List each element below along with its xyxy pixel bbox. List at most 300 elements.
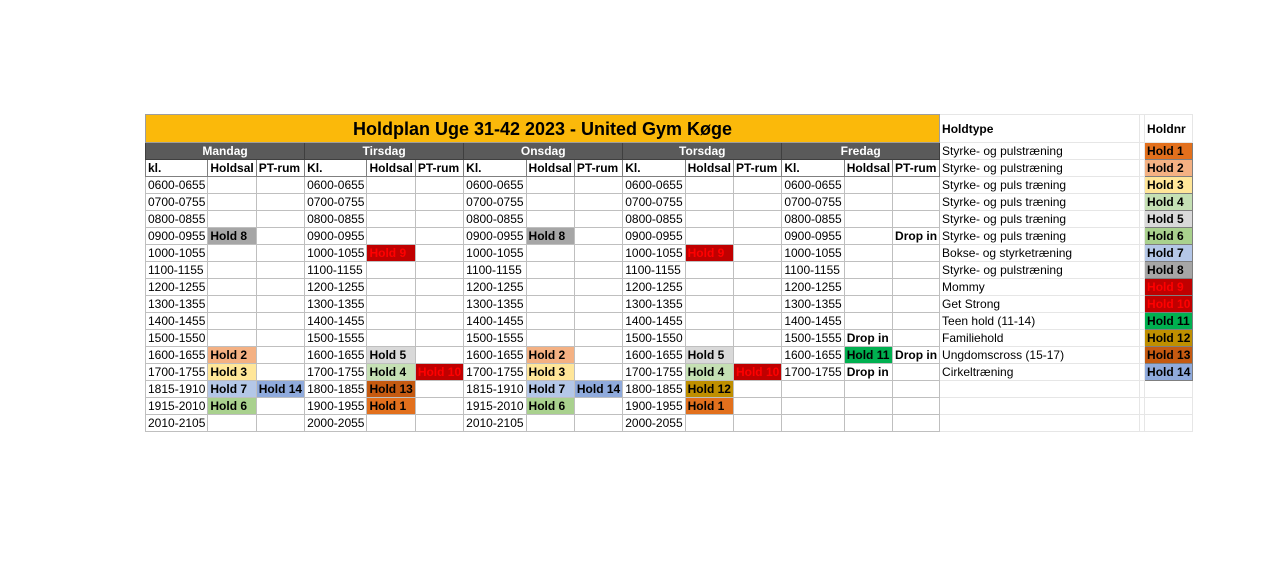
- ptrum-slot: [415, 211, 463, 228]
- ptrum-slot: [733, 245, 781, 262]
- ptrum-slot: [256, 296, 304, 313]
- holdsal-slot: [685, 330, 733, 347]
- time-slot: 1400-1455: [623, 313, 685, 330]
- ptrum-slot: [415, 262, 463, 279]
- time-slot: 1100-1155: [146, 262, 208, 279]
- time-slot: 1000-1055: [146, 245, 208, 262]
- time-slot: 1700-1755: [623, 364, 685, 381]
- holdsal-slot: Drop in: [844, 330, 892, 347]
- legend-type: Styrke- og pulstræning: [940, 143, 1140, 160]
- ptrum-slot: [256, 364, 304, 381]
- holdsal-slot: [685, 279, 733, 296]
- time-slot: 1400-1455: [782, 313, 844, 330]
- ptrum-slot: [256, 347, 304, 364]
- time-slot: [782, 415, 844, 432]
- ptrum-slot: [733, 279, 781, 296]
- time-slot: 0600-0655: [623, 177, 685, 194]
- legend-nr-header: Holdnr: [1145, 115, 1193, 143]
- legend-hold-badge: Hold 1: [1145, 143, 1193, 160]
- ptrum-slot: [733, 347, 781, 364]
- schedule-row: [146, 245, 1193, 262]
- legend-hold-badge: Hold 12: [1145, 330, 1193, 347]
- time-slot: 1500-1555: [782, 330, 844, 347]
- ptrum-slot: [574, 262, 622, 279]
- ptrum-slot: [893, 194, 940, 211]
- time-slot: 0700-0755: [305, 194, 367, 211]
- holdsal-slot: [844, 228, 892, 245]
- legend-hold-badge: Hold 6: [1145, 228, 1193, 245]
- time-slot: 1200-1255: [623, 279, 685, 296]
- ptrum-slot: [574, 415, 622, 432]
- holdsal-slot: [367, 211, 415, 228]
- time-slot: 0900-0955: [464, 228, 526, 245]
- time-slot: 0800-0855: [305, 211, 367, 228]
- ptrum-slot: [893, 177, 940, 194]
- time-slot: 0900-0955: [782, 228, 844, 245]
- ptrum-slot: [733, 262, 781, 279]
- time-slot: 1300-1355: [782, 296, 844, 313]
- ptrum-slot: [574, 177, 622, 194]
- time-slot: 1300-1355: [305, 296, 367, 313]
- holdsal-slot: [844, 245, 892, 262]
- holdsal-slot: Hold 8: [526, 228, 574, 245]
- day-header-row: [146, 143, 1193, 160]
- holdsal-slot: [685, 296, 733, 313]
- ptrum-slot: [574, 330, 622, 347]
- ptrum-slot: [256, 228, 304, 245]
- legend-hold-badge: Hold 14: [1145, 364, 1193, 381]
- holdsal-slot: [526, 296, 574, 313]
- schedule-row: [146, 347, 1193, 364]
- holdsal-slot: [844, 279, 892, 296]
- holdsal-slot: Hold 8: [208, 228, 256, 245]
- day-header-onsdag: Onsdag: [464, 143, 623, 160]
- holdsal-slot: Hold 12: [685, 381, 733, 398]
- holdsal-col-header: Holdsal: [685, 160, 733, 177]
- ptrum-slot: [574, 296, 622, 313]
- ptrum-slot: [893, 330, 940, 347]
- ptrum-slot: [893, 279, 940, 296]
- holdsal-slot: [367, 279, 415, 296]
- legend-empty: [1145, 415, 1193, 432]
- ptrum-slot: Hold 10: [415, 364, 463, 381]
- ptrum-slot: [415, 279, 463, 296]
- ptrum-slot: Drop in: [893, 347, 940, 364]
- ptrum-slot: [415, 228, 463, 245]
- ptrum-slot: Drop in: [893, 228, 940, 245]
- time-slot: 0600-0655: [464, 177, 526, 194]
- holdsal-slot: Hold 6: [208, 398, 256, 415]
- legend-hold-badge: Hold 2: [1145, 160, 1193, 177]
- column-header-row: [146, 160, 1193, 177]
- time-slot: 0900-0955: [305, 228, 367, 245]
- holdsal-slot: Hold 3: [208, 364, 256, 381]
- ptrum-slot: [415, 296, 463, 313]
- ptrum-slot: [574, 211, 622, 228]
- holdsal-slot: [208, 211, 256, 228]
- holdsal-slot: [844, 381, 892, 398]
- holdsal-slot: [526, 177, 574, 194]
- time-col-header: Kl.: [623, 160, 685, 177]
- holdsal-slot: [208, 313, 256, 330]
- time-slot: 0900-0955: [146, 228, 208, 245]
- legend-type: Styrke- og puls træning: [940, 228, 1140, 245]
- time-slot: 1900-1955: [623, 398, 685, 415]
- holdsal-slot: [685, 262, 733, 279]
- legend-type: Styrke- og puls træning: [940, 177, 1140, 194]
- time-slot: 1500-1550: [623, 330, 685, 347]
- ptrum-slot: [733, 381, 781, 398]
- ptrum-slot: [256, 194, 304, 211]
- legend-hold-badge: Hold 13: [1145, 347, 1193, 364]
- sheet-title: Holdplan Uge 31-42 2023 - United Gym Køge: [146, 115, 940, 143]
- legend-type: Mommy: [940, 279, 1140, 296]
- time-slot: 1200-1255: [464, 279, 526, 296]
- schedule-row: [146, 177, 1193, 194]
- legend-empty: [1145, 398, 1193, 415]
- schedule-row: [146, 194, 1193, 211]
- ptrum-slot: [256, 330, 304, 347]
- ptrum-slot: [893, 415, 940, 432]
- time-slot: 1200-1255: [782, 279, 844, 296]
- ptrum-col-header: PT-rum: [574, 160, 622, 177]
- legend-hold-badge: Hold 5: [1145, 211, 1193, 228]
- time-slot: 2010-2105: [464, 415, 526, 432]
- ptrum-slot: [733, 313, 781, 330]
- time-slot: 1915-2010: [146, 398, 208, 415]
- holdsal-col-header: Holdsal: [367, 160, 415, 177]
- schedule-row: [146, 330, 1193, 347]
- holdsal-slot: [208, 330, 256, 347]
- legend-type: Ungdomscross (15-17): [940, 347, 1140, 364]
- legend-type-header: Holdtype: [940, 115, 1140, 143]
- ptrum-slot: Hold 14: [256, 381, 304, 398]
- time-slot: 2000-2055: [305, 415, 367, 432]
- legend-hold-badge: Hold 8: [1145, 262, 1193, 279]
- time-slot: [782, 381, 844, 398]
- time-slot: 1815-1910: [464, 381, 526, 398]
- time-slot: 0600-0655: [305, 177, 367, 194]
- legend-hold-badge: [1145, 381, 1193, 398]
- time-slot: 1800-1855: [623, 381, 685, 398]
- holdsal-slot: Hold 4: [367, 364, 415, 381]
- holdsal-slot: [208, 262, 256, 279]
- time-slot: 1200-1255: [305, 279, 367, 296]
- time-slot: 1400-1455: [464, 313, 526, 330]
- time-col-header: Kl.: [464, 160, 526, 177]
- holdsal-slot: [526, 330, 574, 347]
- holdsal-slot: [844, 262, 892, 279]
- day-header-tirsdag: Tirsdag: [305, 143, 464, 160]
- time-slot: 1100-1155: [305, 262, 367, 279]
- schedule-row: [146, 415, 1193, 432]
- time-col-header: kl.: [146, 160, 208, 177]
- time-slot: 1000-1055: [464, 245, 526, 262]
- ptrum-slot: [893, 364, 940, 381]
- time-slot: 1300-1355: [464, 296, 526, 313]
- time-slot: 1300-1355: [146, 296, 208, 313]
- ptrum-slot: [893, 245, 940, 262]
- ptrum-slot: [415, 415, 463, 432]
- ptrum-slot: [256, 177, 304, 194]
- time-slot: 1500-1555: [305, 330, 367, 347]
- holdsal-slot: [844, 313, 892, 330]
- ptrum-slot: [893, 211, 940, 228]
- legend-type: [940, 381, 1140, 398]
- holdsal-col-header: Holdsal: [208, 160, 256, 177]
- time-slot: 2000-2055: [623, 415, 685, 432]
- time-slot: 0800-0855: [464, 211, 526, 228]
- ptrum-slot: [574, 194, 622, 211]
- time-slot: 1100-1155: [464, 262, 526, 279]
- schedule-row: [146, 228, 1193, 245]
- holdsal-slot: Hold 13: [367, 381, 415, 398]
- holdsal-slot: [367, 194, 415, 211]
- ptrum-slot: [415, 330, 463, 347]
- ptrum-slot: [256, 245, 304, 262]
- holdsal-slot: [367, 330, 415, 347]
- time-slot: 1700-1755: [464, 364, 526, 381]
- time-slot: 0700-0755: [623, 194, 685, 211]
- holdsal-slot: Drop in: [844, 364, 892, 381]
- ptrum-slot: [415, 398, 463, 415]
- day-header-fredag: Fredag: [782, 143, 940, 160]
- ptrum-slot: [256, 279, 304, 296]
- legend-type: Familiehold: [940, 330, 1140, 347]
- holdsal-slot: [844, 211, 892, 228]
- ptrum-slot: [893, 296, 940, 313]
- holdsal-slot: [526, 279, 574, 296]
- schedule-row: [146, 381, 1193, 398]
- ptrum-slot: [733, 296, 781, 313]
- time-slot: 0700-0755: [464, 194, 526, 211]
- holdsal-col-header: Holdsal: [844, 160, 892, 177]
- time-slot: 0800-0855: [623, 211, 685, 228]
- legend-hold-badge: Hold 7: [1145, 245, 1193, 262]
- ptrum-slot: [415, 177, 463, 194]
- time-slot: 1700-1755: [782, 364, 844, 381]
- schedule-row: [146, 313, 1193, 330]
- time-slot: 0800-0855: [146, 211, 208, 228]
- ptrum-slot: [256, 415, 304, 432]
- time-slot: 1700-1755: [305, 364, 367, 381]
- holdsal-slot: [685, 211, 733, 228]
- holdsal-col-header: Holdsal: [526, 160, 574, 177]
- holdsal-slot: [526, 245, 574, 262]
- holdsal-slot: [844, 177, 892, 194]
- ptrum-col-header: PT-rum: [893, 160, 940, 177]
- schedule-row: [146, 296, 1193, 313]
- time-slot: 1500-1555: [464, 330, 526, 347]
- ptrum-slot: [574, 228, 622, 245]
- ptrum-slot: [256, 313, 304, 330]
- holdsal-slot: [367, 262, 415, 279]
- time-slot: 1600-1655: [782, 347, 844, 364]
- ptrum-slot: [415, 313, 463, 330]
- schedule-row: [146, 262, 1193, 279]
- schedule-row: [146, 279, 1193, 296]
- time-slot: 1600-1655: [305, 347, 367, 364]
- schedule-row: [146, 211, 1193, 228]
- holdsal-slot: [844, 398, 892, 415]
- legend-type: Styrke- og puls træning: [940, 211, 1140, 228]
- holdsal-slot: Hold 1: [685, 398, 733, 415]
- time-slot: 1800-1855: [305, 381, 367, 398]
- legend-hold-badge: Hold 4: [1145, 194, 1193, 211]
- legend-empty: [940, 415, 1140, 432]
- ptrum-slot: Hold 10: [733, 364, 781, 381]
- schedule-row: [146, 398, 1193, 415]
- legend-type: Get Strong: [940, 296, 1140, 313]
- holdsal-slot: [526, 194, 574, 211]
- holdsal-slot: [685, 415, 733, 432]
- schedule-row: [146, 364, 1193, 381]
- time-col-header: Kl.: [782, 160, 844, 177]
- holdsal-slot: [367, 228, 415, 245]
- time-slot: 2010-2105: [146, 415, 208, 432]
- ptrum-slot: [256, 211, 304, 228]
- ptrum-slot: [733, 211, 781, 228]
- legend-hold-badge: Hold 10: [1145, 296, 1193, 313]
- time-slot: 1400-1455: [305, 313, 367, 330]
- ptrum-slot: [574, 313, 622, 330]
- time-slot: 0900-0955: [623, 228, 685, 245]
- legend-type: Styrke- og pulstræning: [940, 160, 1140, 177]
- time-slot: 1900-1955: [305, 398, 367, 415]
- holdsal-slot: [685, 313, 733, 330]
- holdsal-slot: [685, 194, 733, 211]
- time-slot: [782, 398, 844, 415]
- holdsal-slot: Hold 9: [367, 245, 415, 262]
- holdsal-slot: Hold 7: [526, 381, 574, 398]
- holdsal-slot: [367, 313, 415, 330]
- day-header-torsdag: Torsdag: [623, 143, 782, 160]
- holdsal-slot: [367, 415, 415, 432]
- time-slot: 1600-1655: [146, 347, 208, 364]
- ptrum-slot: [733, 415, 781, 432]
- ptrum-slot: [415, 245, 463, 262]
- time-slot: 0600-0655: [782, 177, 844, 194]
- time-slot: 1600-1655: [464, 347, 526, 364]
- time-slot: 0700-0755: [782, 194, 844, 211]
- day-header-mandag: Mandag: [146, 143, 305, 160]
- time-slot: 1100-1155: [782, 262, 844, 279]
- holdsal-slot: [685, 177, 733, 194]
- ptrum-slot: Hold 14: [574, 381, 622, 398]
- holdsal-slot: [526, 415, 574, 432]
- holdsal-slot: [367, 177, 415, 194]
- ptrum-slot: [733, 398, 781, 415]
- holdsal-slot: [208, 194, 256, 211]
- holdsal-slot: [844, 194, 892, 211]
- ptrum-slot: [574, 245, 622, 262]
- ptrum-slot: [415, 347, 463, 364]
- ptrum-slot: [256, 262, 304, 279]
- ptrum-slot: [574, 347, 622, 364]
- ptrum-slot: [733, 177, 781, 194]
- holdsal-slot: [685, 228, 733, 245]
- holdsal-slot: Hold 6: [526, 398, 574, 415]
- legend-hold-badge: Hold 3: [1145, 177, 1193, 194]
- schedule-sheet: [145, 114, 1193, 432]
- time-slot: 0800-0855: [782, 211, 844, 228]
- ptrum-slot: [574, 279, 622, 296]
- holdsal-slot: [526, 211, 574, 228]
- time-slot: 1000-1055: [623, 245, 685, 262]
- holdsal-slot: Hold 5: [685, 347, 733, 364]
- ptrum-slot: [574, 398, 622, 415]
- time-slot: 0700-0755: [146, 194, 208, 211]
- time-slot: 1200-1255: [146, 279, 208, 296]
- time-slot: 1400-1455: [146, 313, 208, 330]
- holdsal-slot: Hold 2: [526, 347, 574, 364]
- holdsal-slot: [208, 279, 256, 296]
- ptrum-slot: [415, 194, 463, 211]
- time-slot: 1915-2010: [464, 398, 526, 415]
- time-col-header: Kl.: [305, 160, 367, 177]
- holdsal-slot: [844, 296, 892, 313]
- legend-type: Cirkeltræning: [940, 364, 1140, 381]
- holdsal-slot: Hold 2: [208, 347, 256, 364]
- ptrum-slot: [733, 228, 781, 245]
- holdsal-slot: [208, 415, 256, 432]
- ptrum-slot: [574, 364, 622, 381]
- holdsal-slot: [208, 177, 256, 194]
- legend-type: Bokse- og styrketræning: [940, 245, 1140, 262]
- time-slot: 1000-1055: [305, 245, 367, 262]
- time-slot: 1100-1155: [623, 262, 685, 279]
- legend-type: Styrke- og pulstræning: [940, 262, 1140, 279]
- ptrum-slot: [893, 398, 940, 415]
- schedule-table: [145, 114, 1193, 432]
- holdsal-slot: [367, 296, 415, 313]
- ptrum-slot: [893, 381, 940, 398]
- holdsal-slot: Hold 1: [367, 398, 415, 415]
- time-slot: 1000-1055: [782, 245, 844, 262]
- time-slot: 1815-1910: [146, 381, 208, 398]
- holdsal-slot: [526, 262, 574, 279]
- holdsal-slot: [208, 245, 256, 262]
- ptrum-col-header: PT-rum: [415, 160, 463, 177]
- legend-type: Teen hold (11-14): [940, 313, 1140, 330]
- legend-hold-badge: Hold 11: [1145, 313, 1193, 330]
- time-slot: 1700-1755: [146, 364, 208, 381]
- holdsal-slot: [208, 296, 256, 313]
- holdsal-slot: Hold 11: [844, 347, 892, 364]
- ptrum-col-header: PT-rum: [733, 160, 781, 177]
- holdsal-slot: Hold 7: [208, 381, 256, 398]
- time-slot: 1300-1355: [623, 296, 685, 313]
- title-row: [146, 115, 1193, 143]
- holdsal-slot: Hold 5: [367, 347, 415, 364]
- legend-hold-badge: Hold 9: [1145, 279, 1193, 296]
- ptrum-col-header: PT-rum: [256, 160, 304, 177]
- ptrum-slot: [415, 381, 463, 398]
- holdsal-slot: [844, 415, 892, 432]
- time-slot: 0600-0655: [146, 177, 208, 194]
- holdsal-slot: Hold 3: [526, 364, 574, 381]
- holdsal-slot: Hold 4: [685, 364, 733, 381]
- ptrum-slot: [893, 313, 940, 330]
- ptrum-slot: [256, 398, 304, 415]
- holdsal-slot: [526, 313, 574, 330]
- time-slot: 1600-1655: [623, 347, 685, 364]
- ptrum-slot: [733, 194, 781, 211]
- time-slot: 1500-1550: [146, 330, 208, 347]
- ptrum-slot: [893, 262, 940, 279]
- ptrum-slot: [733, 330, 781, 347]
- legend-type: Styrke- og puls træning: [940, 194, 1140, 211]
